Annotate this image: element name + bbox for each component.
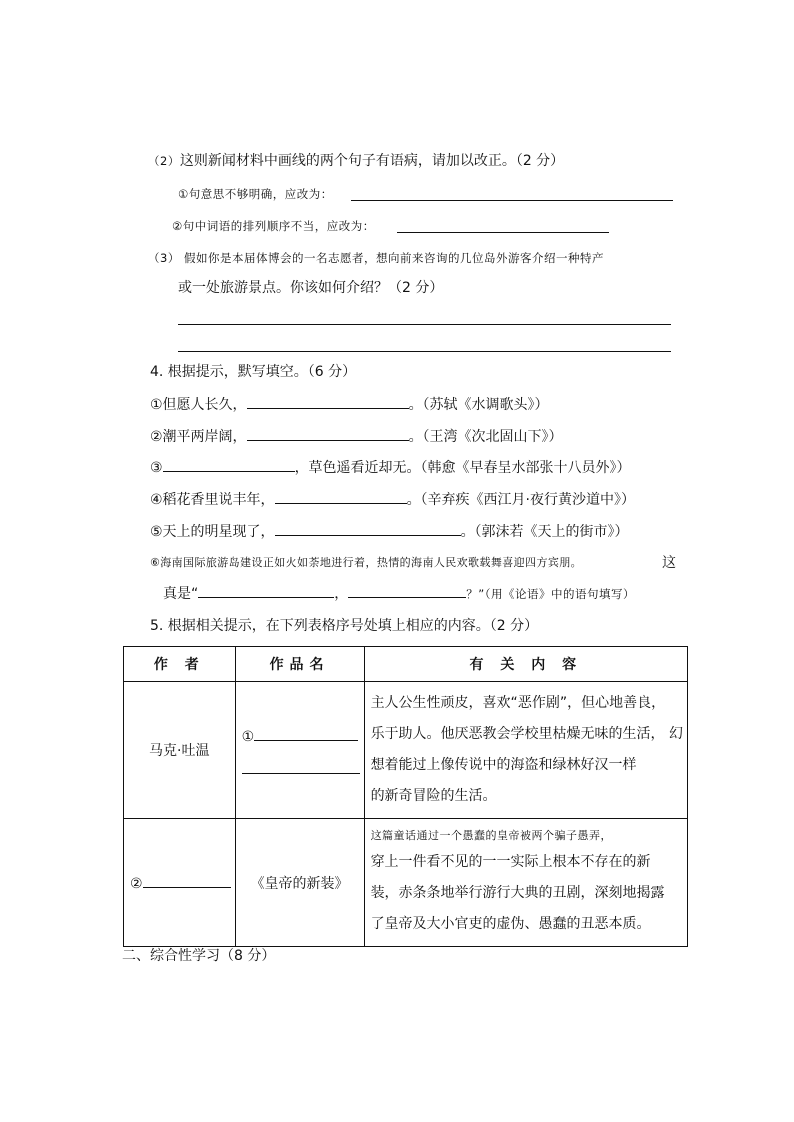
q2-prefix: （2） [148, 154, 180, 168]
q4-item-4: ④稻花香里说丰年， 。（辛弃疾《西江月·夜行黄沙道中》） [150, 489, 635, 510]
q4-item-6-line2: 真是“ ， ？”（用《论语》中的语句填写） [163, 583, 635, 604]
q4-item-1-blank[interactable] [247, 394, 409, 409]
q4-item-2: ②潮平两岸阔， 。（王湾《次北固山下》） [150, 426, 563, 447]
q4-item-1: ①但愿人长久， 。（苏轼《水调歌头》） [150, 394, 549, 415]
row2-author-blank[interactable] [143, 873, 231, 888]
header-work: 作品名 [235, 647, 364, 682]
header-author: 作 者 [124, 647, 236, 682]
q5-title: 5. 根据相关提示，在下列表格序号处填上相应的内容。（2 分） [150, 618, 539, 634]
row1-work [235, 682, 364, 819]
q2-item2-label: ②句中词语的排列顺序不当，应改为： [172, 219, 375, 233]
row2-author-marker: ② [130, 876, 143, 892]
row1-work-marker: ① [241, 729, 255, 745]
q4-item-6-line1: ⑥海南国际旅游岛建设正如火如荼地进行着，热情的海南人民欢歌载舞喜迎四方宾朋。 [150, 556, 583, 569]
row1-author: 马克·吐温 [124, 682, 236, 819]
q2-title: （2）这则新闻材料中画线的两个句子有语病，请加以改正。（2 分） [148, 153, 565, 169]
q4-item-6-blank-2[interactable] [348, 583, 466, 598]
q5-table [123, 646, 688, 947]
q4-item-6-tail: 这 [662, 555, 676, 571]
q2-item1-label: ①句意思不够明确，应改为： [178, 187, 333, 201]
q4-title: 4. 根据提示，默写填空。（6 分） [150, 364, 357, 380]
section2-title: 二、综合性学习（8 分） [122, 948, 276, 964]
q4-item-4-blank[interactable] [275, 489, 407, 504]
q3-line2: 或一处旅游景点。你该如何介绍？（2 分） [178, 280, 444, 296]
row1-content: 主人公生性顽皮，喜欢“恶作剧”，但心地善良， 乐于助人。他厌恶教会学校里枯燥无味的生活， 幻 想着能过上像传说中的海盗和绿林好汉一样 的新奇冒险的生活。 [364, 682, 687, 819]
q4-item-6-blank-1[interactable] [198, 583, 334, 598]
row2-work: 《皇帝的新装》 [235, 819, 364, 947]
table-header-row [124, 647, 688, 682]
q3-answer-line-2[interactable] [178, 351, 671, 352]
row1-work-blank-1[interactable] [254, 726, 358, 741]
row2-author [124, 819, 236, 947]
q4-item-3-blank[interactable] [163, 457, 295, 472]
q3-answer-line-1[interactable] [178, 324, 671, 325]
row2-content: 这篇童话通过一个愚蠢的皇帝被两个骗子愚弄， 穿上一件看不见的一一实际上根本不存在的新 装，赤条条地举行游行大典的丑剧，深刻地揭露 了皇帝及大小官吏的虚伪、愚蠢的丑恶本质。 [364, 819, 687, 947]
q4-item-3: ③ ，草色遥看近却无。（韩愈《早春呈水部张十八员外》） [150, 457, 631, 478]
q4-item-5-blank[interactable] [275, 521, 461, 536]
q2-item2-answer-blank[interactable] [397, 232, 609, 233]
table-row [124, 819, 688, 947]
table-row [124, 682, 688, 819]
q4-item-5: ⑤天上的明星现了， 。（郭沫若《天上的街市》） [150, 521, 629, 542]
header-content: 有 关 内 容 [364, 647, 687, 682]
row1-work-blank-2[interactable] [242, 759, 360, 774]
q3-line1: （3） 假如你是本届体博会的一名志愿者，想向前来咨询的几位岛外游客介绍一种特产 [148, 251, 604, 265]
q4-item-2-blank[interactable] [247, 426, 409, 441]
q2-item1-answer-blank[interactable] [351, 200, 673, 201]
